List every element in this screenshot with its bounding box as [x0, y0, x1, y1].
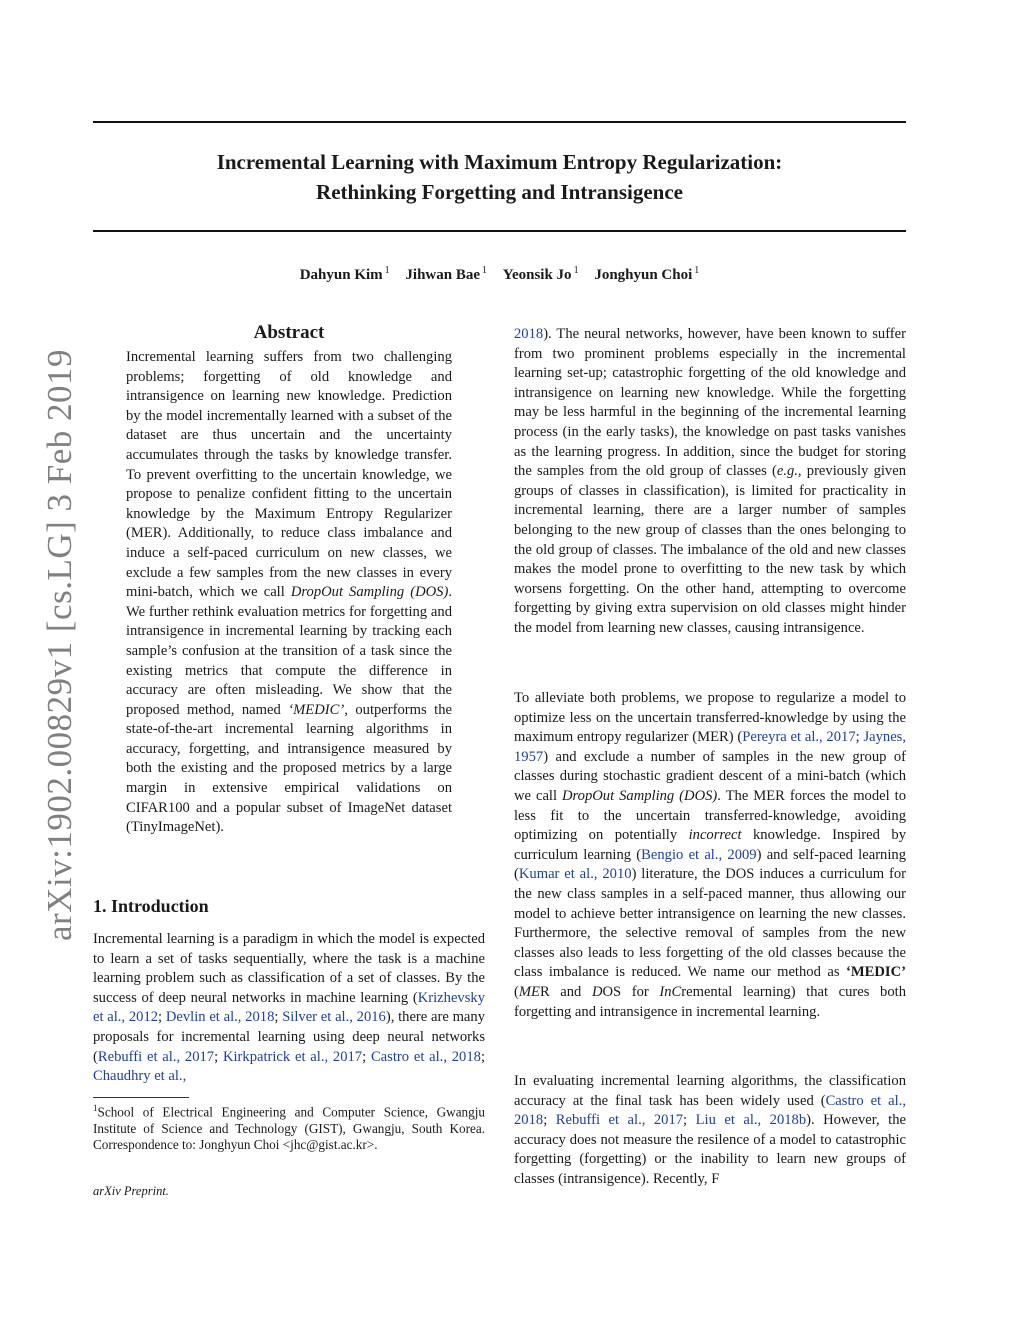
citation-link[interactable]: Bengio et al., 2009 — [641, 846, 757, 863]
author: Jonghyun Choi $^1$ — [594, 265, 700, 283]
citation-link[interactable]: Silver et al., 2016 — [282, 1009, 386, 1026]
citation-link[interactable]: Chaudhry et al., — [93, 1068, 187, 1085]
author-list — [93, 265, 906, 284]
paper-title-line-2: Rethinking Forgetting and Intransigence — [316, 180, 683, 204]
right-column-paragraph-3: In evaluating incremental learning algorithms, the classification accuracy at the final task has been widely used (Castro et al., 2018; Rebuffi et al., 2017; Liu et al., 2018b). However, the accuracy does not measure the resilence of a model to catastrophic forgetting (forgetting) or the inability to learn new groups of classes (intransigence). Recently, F — [514, 1073, 907, 1187]
citation-link[interactable]: Pereyra et al., 2017 — [742, 729, 856, 746]
author: Yeonsik Jo $^1$ — [502, 265, 579, 283]
citation-link[interactable]: Rebuffi et al., 2017 — [555, 1112, 684, 1129]
affiliation-footnote: $^1$School of Electrical Engineering and Computer Science, Gwangju Institute of Science and Technology (GIST), Gwangju, South Korea. Correspondence to: Jonghyun Choi <jhc@gist.ac.kr>. — [93, 1103, 485, 1153]
footnote-rule — [93, 1097, 189, 1098]
citation-link[interactable]: Rebuffi et al., 2017 — [97, 1048, 215, 1065]
affiliation-mark: 1 — [384, 265, 390, 276]
citation-link[interactable]: Castro et al., 2018 — [514, 1092, 906, 1129]
citation-link[interactable]: Liu et al., 2018b — [695, 1112, 807, 1129]
affiliation-mark: 1 — [573, 265, 579, 276]
citation-link[interactable]: Kumar et al., 2010 — [518, 866, 632, 883]
arxiv-identifier: arXiv:1902.00829v1 [cs.LG] 3 Feb 2019 — [40, 348, 79, 942]
citation-link[interactable]: Kirkpatrick et al., 2017 — [222, 1048, 363, 1065]
affiliation-mark: 1 — [694, 265, 700, 276]
citation-link[interactable]: 2018 — [514, 326, 544, 342]
abstract-heading: Abstract — [253, 322, 325, 343]
title-bottom-rule — [93, 230, 906, 232]
title-top-rule — [93, 121, 906, 123]
author: Jihwan Bae $^1$ — [405, 265, 488, 283]
right-column-paragraph-2: To alleviate both problems, we propose to regularize a model to optimize less on the uncertain transferred-knowledge by using the maximum entropy regularizer (MER) (Pereyra et al., 2017; Jaynes, 1957) and exclude a number of samples in the new group of classes during stochastic gradient descent of a mini-batch (which we call DropOut Sampling (DOS). The MER forces the model to less fit to the uncertain transferred-knowledge, avoiding optimizing on potentially incorrect knowledge. Inspired by curriculum learning (Bengio et al., 2009) and self-paced learning (Kumar et al., 2010) literature, the DOS induces a curriculum for the new class samples in a self-paced manner, thus allowing our model to achieve better intransigence on learning the new classes. Furthermore, the selective removal of samples from the new classes also leads to less forgetting of the old classes because the class imbalance is reduced. We name our method as ‘MEDIC’ (MER and DOS for InCremental learning) that cures both forgetting and intransigence in incremental learning. — [514, 690, 907, 1020]
introduction-paragraph: Incremental learning is a paradigm in which the model is expected to learn a set of tasks sequentially, where the task is a machine learning problem such as classification of a set of classes. By the success of deep neural networks in machine learning (Krizhevsky et al., 2012; Devlin et al., 2018; Silver et al., 2016), there are many proposals for incremental learning using deep neural networks (Rebuffi et al., 2017; Kirkpatrick et al., 2017; Castro et al., 2018; Chaudhry et al., — [93, 931, 486, 1085]
citation-link[interactable]: Castro et al., 2018 — [370, 1048, 481, 1065]
citation-link[interactable]: Krizhevsky et al., 2012 — [93, 989, 485, 1026]
preprint-label: arXiv Preprint. — [93, 1184, 169, 1198]
right-column-paragraph-1: 2018). The neural networks, however, have been known to suffer from two prominent problems especially in the incremental learning set-up; catastrophic forgetting of the old knowledge and intransigence on learning new knowledge. While the forgetting may be less harmful in the beginning of the incremental learning process (in the early tasks), the knowledge on past tasks vanishes as the learning progress. In addition, since the budget for storing the samples from the old group of classes (e.g., previously given groups of classes in classification), is limited for practicality in incremental learning, there are a larger number of samples belonging to the new group of classes than the ones belonging to the old group of classes. The imbalance of the old and new classes makes the model prone to overfitting to the new task by which worsens forgetting. On the other hand, attempting to overcome forgetting by giving extra supervision on old classes might hinder the model from learning new classes, causing intransigence. — [514, 326, 906, 636]
citation-link[interactable]: Devlin et al., 2018 — [165, 1009, 275, 1026]
footnote-mark: 1 — [93, 1103, 98, 1113]
section-heading-introduction: 1. Introduction — [93, 896, 209, 916]
author: Dahyun Kim $^1$ — [299, 265, 390, 283]
affiliation-mark: 1 — [482, 265, 488, 276]
citation-link[interactable]: Jaynes, 1957 — [514, 729, 907, 765]
paper-title-line-1: Incremental Learning with Maximum Entropy Regularization: — [216, 150, 783, 174]
abstract-body: Incremental learning suffers from two challenging problems; forgetting of old knowledge and intransigence on learning new knowledge. Prediction by the model incrementally learned with a subset of the dataset are thus uncertain and the uncertainty accumulates through the tasks by knowledge transfer. To prevent overfitting to the uncertain knowledge, we propose to penalize confident fitting to the uncertain knowledge by the Maximum Entropy Regularizer (MER). Additionally, to reduce class imbalance and induce a self-paced curriculum on new classes, we exclude a few samples from the new classes in every mini-batch, which we call DropOut Sampling (DOS). We further rethink evaluation metrics for forgetting and intransigence in incremental learning by tracking each sample’s confusion at the transition of a task since the existing metrics that compute the difference in accuracy are often misleading. We show that the proposed method, named ‘MEDIC’, outperforms the state-of-the-art incremental learning algorithms in accuracy, forgetting, and intransigence measured by both the existing and the proposed metrics by a large margin in extensive empirical validations on CIFAR100 and a popular subset of ImageNet dataset (TinyImageNet). — [126, 349, 452, 836]
